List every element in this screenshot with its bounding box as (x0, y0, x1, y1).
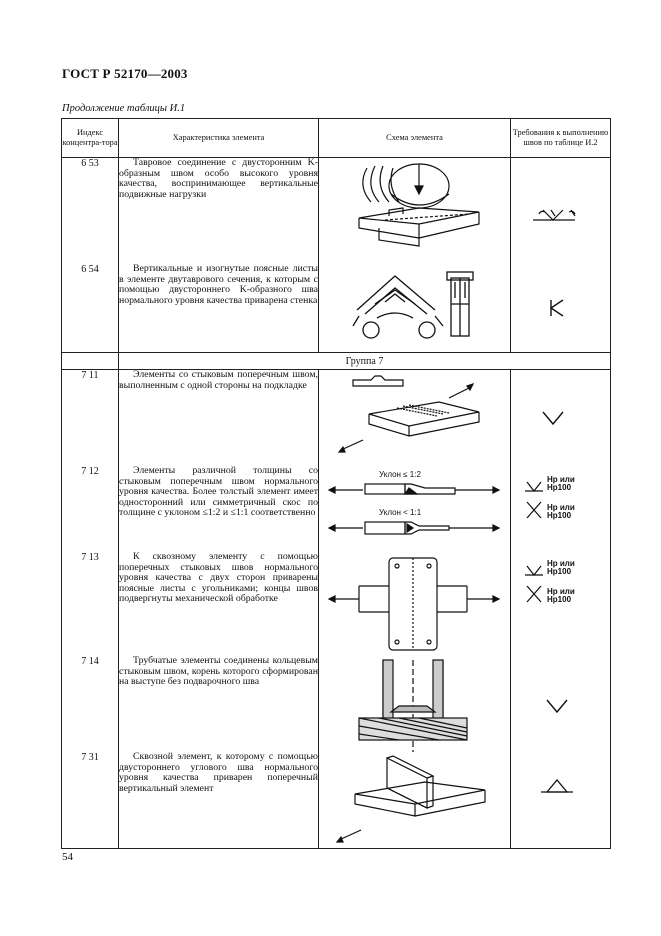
table-row (62, 466, 611, 552)
slope-label-1-1: Уклон < 1:1 (379, 508, 422, 517)
table-row (62, 752, 611, 849)
table-row (62, 552, 611, 656)
scheme-tube-ring-weld-drawing (319, 656, 511, 752)
slope-label-1-2: Уклон ≤ 1:2 (379, 470, 421, 479)
table-row (62, 158, 611, 265)
weld-symbol-double-k-icon (511, 158, 611, 264)
scheme-714 (319, 656, 511, 752)
table-continuation-caption: Продолжение таблицы И.1 (62, 103, 186, 114)
standard-title: ГОСТ Р 52170—2003 (62, 66, 188, 81)
row-index: 7 14 (62, 656, 119, 752)
quality-note: Нр или Нр100 (547, 503, 575, 520)
row-index: 7 13 (62, 552, 119, 656)
scheme-bent-flange-drawing (319, 264, 511, 352)
quality-note: Нр или Нр100 (547, 559, 575, 576)
scheme-tee-k-weld-drawing (319, 158, 511, 264)
row-description: Элементы различной толщины со стыковым поперечным швом нормального уровня качества. Более толстый элемент имеет односторонний или симметричный скос по толщине с уклоном ≤1:2 и ≤1:1 соответственно (119, 466, 319, 552)
table-row (62, 656, 611, 752)
requirement-654 (511, 264, 611, 353)
group-header-row (62, 353, 611, 370)
row-description: Тавровое соединение с двусторонним K-образным швом особо высокого уровня качества, воспринимающее вертикальные подвижные нагрузки (119, 158, 319, 265)
weld-symbol-k-icon (511, 264, 611, 352)
table-row (62, 370, 611, 467)
col-header-characteristic: Характеристика элемента (119, 119, 319, 158)
requirement-714 (511, 656, 611, 752)
group-label: Группа 7 (119, 353, 611, 370)
scheme-butt-backing-drawing (319, 370, 511, 466)
table-row (62, 264, 611, 353)
requirement-712 (511, 466, 611, 552)
scheme-transverse-stiffener-drawing (319, 752, 511, 848)
col-header-scheme: Схема элемента (319, 119, 511, 158)
weld-symbol-v-icon (511, 656, 611, 752)
row-description: Элементы со стыковым поперечным швом, выполненным с одной стороны на подкладке (119, 370, 319, 467)
col-header-index: Индекс концентра-тора (62, 119, 119, 158)
requirement-731 (511, 752, 611, 849)
quality-note: Нр или Нр100 (547, 587, 575, 604)
scheme-731 (319, 752, 511, 849)
row-description: Вертикальные и изогнутые поясные листы в элементе двутаврового сечения, к которым с помощью двустороннего K-образного шва нормального уровня качества приварена стенка (119, 264, 319, 353)
weld-symbol-v-icon (511, 370, 611, 466)
scheme-653 (319, 158, 511, 265)
row-index: 6 54 (62, 264, 119, 353)
requirement-653 (511, 158, 611, 265)
scheme-flange-angles-drawing (319, 552, 511, 656)
row-index: 7 11 (62, 370, 119, 467)
row-index: 7 31 (62, 752, 119, 849)
scheme-712 (319, 466, 511, 552)
row-description: К сквозному элементу с помощью поперечных стыковых швов нормального уровня качества с двух сторон приварены поясные листы с угольниками; концы швов подвергнуты механической обработке (119, 552, 319, 656)
requirement-711 (511, 370, 611, 467)
scheme-713 (319, 552, 511, 656)
row-index: 7 12 (62, 466, 119, 552)
scheme-711 (319, 370, 511, 467)
row-description: Сквозной элемент, к которому с помощью двустороннего углового шва нормального уровня качества приварен поперечный вертикальный элемент (119, 752, 319, 849)
quality-note: Нр или Нр100 (547, 475, 575, 492)
scheme-654 (319, 264, 511, 353)
col-header-requirements: Требования к выполнению швов по таблице И.2 (511, 119, 611, 158)
page-number: 54 (62, 851, 73, 863)
weld-symbol-fillet-double-icon (511, 752, 611, 848)
concentrator-table (61, 118, 611, 849)
requirement-713 (511, 552, 611, 656)
row-index: 6 53 (62, 158, 119, 265)
row-description: Трубчатые элементы соединены кольцевым стыковым швом, корень которого сформирован на выступе без подварочного шва (119, 656, 319, 752)
